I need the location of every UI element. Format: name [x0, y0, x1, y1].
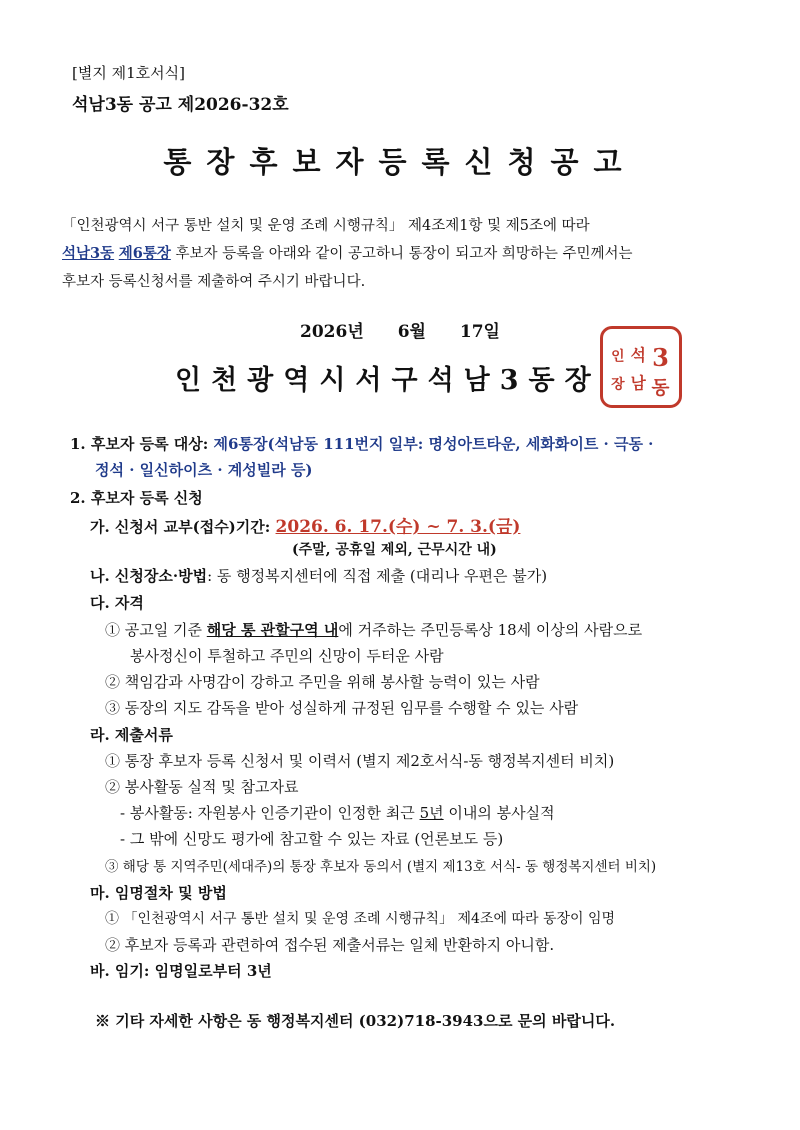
item-na-value: : 동 행정복지센터에 직접 제출 (대리나 우편은 불가): [207, 567, 548, 585]
item-1-value: 제6통장(석남동 111번지 일부: 명성아트타운, 세화화이트 · 극동 ·: [213, 435, 654, 453]
item-ga: [90, 512, 520, 537]
seal-char: 동: [651, 377, 670, 399]
item-ba: 바. 임기: 임명일로부터 3년: [90, 962, 272, 980]
intro-line-3: 후보자 등록신청서를 제출하여 주시기 바랍니다.: [62, 274, 366, 290]
item-ra-2a: - 봉사활동: 자원봉사 인증기관이 인정한 최근 5년 이내의 봉사실적: [120, 804, 555, 822]
date-day: 17일: [459, 322, 500, 342]
item-ma-label: 마. 임명절차 및 방법: [90, 884, 227, 902]
item-da-1-cont: 봉사정신이 투철하고 주민의 신망이 두터운 사람: [130, 647, 444, 665]
page-title: 통장후보자등록신청공고: [163, 145, 637, 179]
item-1-label: 1. 후보자 등록 대상:: [70, 435, 214, 453]
item-ma-2: ② 후보자 등록과 관련하여 접수된 제출서류는 일체 반환하지 아니함.: [105, 936, 555, 954]
jurisdiction-underline: 해당 통 관할구역 내: [206, 621, 339, 639]
intro-line-2-rest: 후보자 등록을 아래와 같이 공고하니 통장이 되고자 희망하는 주민께서는: [170, 246, 633, 262]
item-ra-2: ② 봉사활동 실적 및 참고자료: [105, 778, 299, 796]
seal-char: 인: [611, 348, 625, 365]
application-period: 2026. 6. 17.(수) ~ 7. 3.(금): [275, 517, 521, 537]
item-ra-1: ① 통장 후보자 등록 신청서 및 이력서 (별지 제2호서식-동 행정복지센터 비치): [105, 752, 615, 770]
item-1-cont: 정석 · 일신하이츠 · 계성빌라 등): [95, 461, 313, 479]
contact-note: ※ 기타 자세한 사항은 동 행정복지센터 (032)718-3943으로 문의 바랍니다.: [95, 1012, 616, 1030]
date-month: 6월: [397, 322, 426, 342]
item-da-label: 다. 자격: [90, 594, 144, 612]
item-2-label: 2. 후보자 등록 신청: [70, 489, 203, 507]
item-ra-2b: - 그 밖에 신망도 평가에 참고할 수 있는 자료 (언론보도 등): [120, 830, 504, 848]
intro-tong: 제6통장: [118, 245, 171, 262]
seal-char: 장: [611, 376, 625, 393]
seal-char: 3: [652, 343, 669, 373]
seal-graphic: [603, 329, 679, 405]
item-ga-label: 가. 신청서 교부(접수)기간:: [90, 518, 276, 536]
intro-dong: 석남3동: [62, 245, 115, 262]
item-da-1: ① 공고일 기준 해당 통 관할구역 내에 거주하는 주민등록상 18세 이상의 사람으로: [105, 621, 643, 639]
item-ra-3: ③ 해당 통 지역주민(세대주)의 통장 후보자 동의서 (별지 제13호 서식- 동 행정복지센터 비치): [105, 859, 657, 875]
item-ma-1: ① 「인천광역시 서구 통반 설치 및 운영 조례 시행규칙」 제4조에 따라 동장이 임명: [105, 911, 616, 927]
item-ga-note: (주말, 공휴일 제외, 근무시간 내): [292, 542, 497, 558]
form-label: [별지 제1호서식]: [72, 64, 185, 82]
item-1: [70, 433, 653, 454]
signer-name: 인천광역시서구석남3동장: [175, 365, 601, 396]
date-year: 2026년: [300, 322, 364, 342]
intro-line-1: 「인천광역시 서구 통반 설치 및 운영 조례 시행규칙」 제4조제1항 및 제5조에 따라: [62, 218, 590, 234]
item-da-3: ③ 동장의 지도 감독을 받아 성실하게 규정된 임무를 수행할 수 있는 사람: [105, 699, 579, 717]
item-da-2: ② 책임감과 사명감이 강하고 주민을 위해 봉사할 능력이 있는 사람: [105, 673, 540, 691]
intro-line-2: [62, 242, 633, 263]
item-na-label: 나. 신청장소·방법: [90, 567, 208, 585]
five-years-underline: 5년: [419, 804, 444, 822]
seal-char: 석: [630, 345, 646, 365]
notice-number: 석남3동 공고 제2026-32호: [72, 95, 289, 115]
item-na: [90, 565, 547, 586]
item-ra-label: 라. 제출서류: [90, 726, 173, 744]
official-seal: [600, 326, 682, 408]
seal-char: 남: [630, 373, 646, 393]
